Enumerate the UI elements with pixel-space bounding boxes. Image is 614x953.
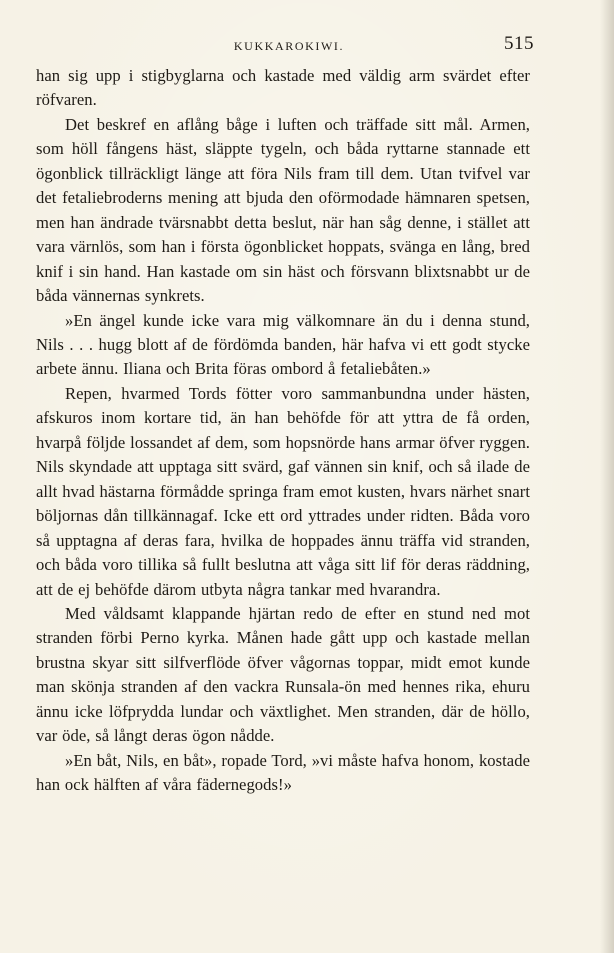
page-header — [36, 33, 534, 59]
paragraph-6: »En båt, Nils, en båt», ropade Tord, »vi måste hafva honom, kostade han ock hälften af våra fädernegods!» — [36, 750, 530, 795]
page-number: 515 — [504, 33, 534, 54]
page-edge-shadow — [600, 0, 614, 953]
paragraph-2: Det beskref en aflång båge i luften och träffade sitt mål. Armen, som höll fångens häst, släppte tygeln, och båda ryttarne stannade ett ögonblick tillräckligt länge att föra Nils fram till dem. Utan tvifvel var det fetaliebroderns mening att bjuda den oförmodade hämnaren spetsen, men han ändrade tvärsnabbt detta beslut, när han såg denne, i stället att vara värnlös, som han i första ögonblicket hoppats, svänga en lång, bred knif i sin hand. Han kastade om sin häst och försvann blixtsnabbt ur de båda vännernas synkrets. — [36, 114, 530, 306]
paragraph-4: Repen, hvarmed Tords fötter voro sammanbundna under hästen, afskuros inom kortare tid, än han behöfde för att yttra de få orden, hvarpå följde lossandet af dem, som hopsnörde hans armar öfver ryggen. Nils skyndade att upptaga sitt svärd, gaf vännen sin knif, och så ilade de allt hvad hästarna förmådde springa fram emot kusten, hvars närhet snart böljornas dån tillkännagaf. Icke ett ord yttrades under ridten. Båda voro så upptagna af deras fara, hvilka de hoppades ännu träffa vid stranden, och båda voro tillika så fullt beslutna att våga sitt lif för deras räddning, att de ej behöfde därom utbyta några tankar med hvarandra. — [36, 383, 530, 599]
paragraph-1: han sig upp i stigbyglarna och kastade med väldig arm svärdet efter röfvaren. — [36, 66, 530, 110]
paragraph-5: Med våldsamt klappande hjärtan redo de efter en stund ned mot stranden förbi Perno kyrka. Månen hade gått upp och kastade mellan brustna skyar sitt silfverflöde öfver vågornas toppar, midt emot kunde man skönja stranden af den vackra Runsala-ön med hennes rika, ehuru ännu icke löfprydda lundar och växtlighet. Men stranden, där de höllo, var öde, så långt deras ögon nådde. — [36, 603, 530, 746]
paragraph-3: »En ängel kunde icke vara mig välkomnare än du i denna stund, Nils . . . hugg blott af de fördömda banden, här hafva vi ett godt stycke arbete ännu. Iliana och Brita föras ombord å fetaliebåten.» — [36, 310, 530, 379]
running-head: KUKKAROKIWI. — [233, 39, 345, 53]
body-text — [36, 64, 530, 798]
